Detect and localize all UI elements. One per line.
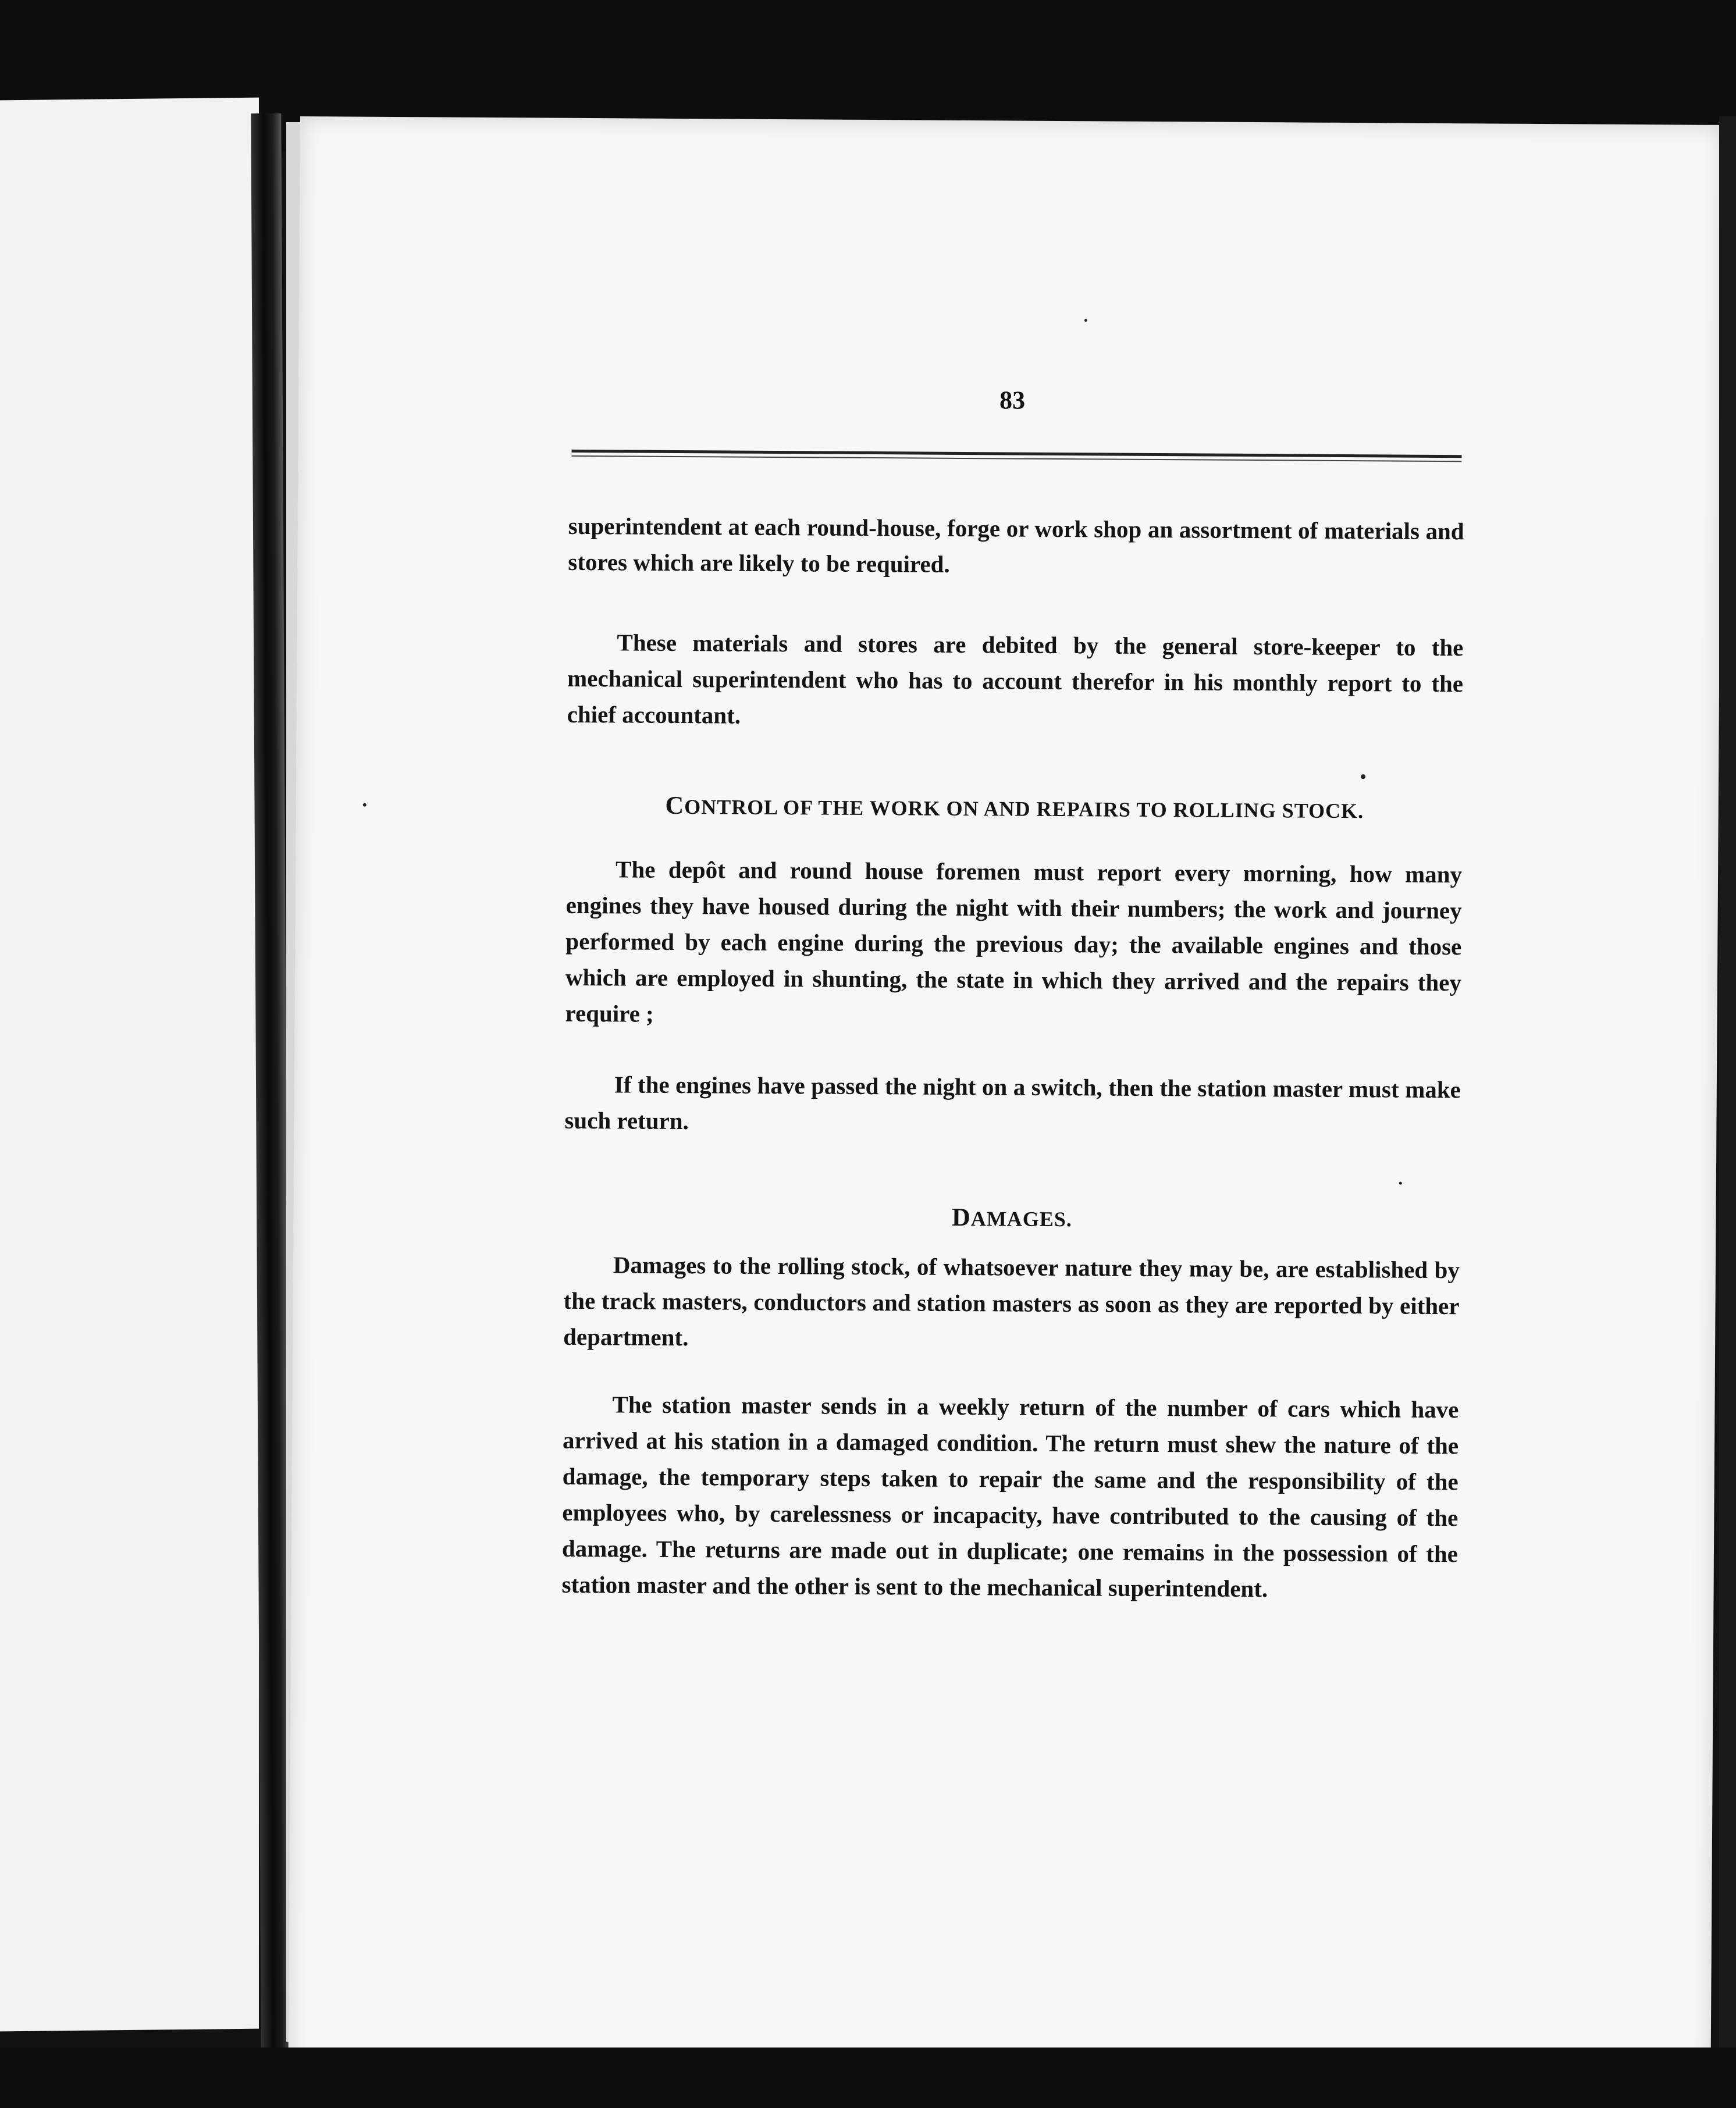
header-rule — [571, 450, 1461, 463]
paragraph-text: If the engines have passed the night on a switch, then the station master must make such return. — [564, 1071, 1461, 1135]
facing-page — [0, 98, 259, 2032]
heading-text: ONTROL OF THE WORK ON AND REPAIRS TO ROLLING STOCK. — [684, 795, 1364, 823]
paragraph-text: Damages to the rolling stock, of whatsoever nature they may be, are established by the track masters, conductors and station masters as soon as they are reported by either department. — [563, 1251, 1460, 1351]
scan-speck — [363, 803, 367, 807]
scan-speck — [1399, 1182, 1402, 1185]
paragraph-continued — [568, 508, 1464, 585]
heading-text: AMAGES. — [970, 1207, 1072, 1231]
scan-speck — [1084, 319, 1087, 322]
page-number: 83 — [999, 386, 1026, 415]
paragraph-text: The station master sends in a weekly return of the number of cars which have arrived at his station in a damaged condition. The return must shew the nature of the damage, the temporary steps taken to repair the same and the responsibility of the employees who, by carelessness or incapacity, have contributed to the causing of the damage. The returns are made out in duplicate; one remains in the possession of the station master and the other is sent to the mechanical superintendent. — [561, 1391, 1459, 1603]
document-page — [288, 116, 1723, 2082]
heading-initial: C — [665, 790, 685, 820]
paragraph-damages — [563, 1247, 1460, 1360]
paragraph-weekly-return — [561, 1386, 1458, 1608]
paragraph-switch — [564, 1066, 1461, 1144]
paragraph-text: superintendent at each round-house, forge or work shop an assortment of materials and stores which are likely to be required. — [568, 512, 1464, 578]
paragraph-foremen-report — [565, 851, 1462, 1037]
section-heading-damages — [564, 1200, 1460, 1235]
heading-initial: D — [951, 1202, 971, 1232]
scan-background-right — [1719, 116, 1736, 2108]
paragraph-text: The depôt and round house foremen must report every morning, how many engines they have housed during the night with their numbers; the work and journey performed by each engine during the previous day; the available engines and those which are employed in shunting, the state in which they arrived and the repairs they require ; — [565, 856, 1463, 1027]
scan-background-bottom — [0, 2048, 1736, 2108]
section-heading-control — [567, 790, 1463, 825]
paragraph-materials — [567, 624, 1464, 738]
paragraph-text: These materials and stores are debited by the general store-keeper to the mechanical superintendent who has to account therefor in his monthly report to the chief accountant. — [567, 629, 1464, 729]
scan-speck — [1361, 774, 1365, 779]
